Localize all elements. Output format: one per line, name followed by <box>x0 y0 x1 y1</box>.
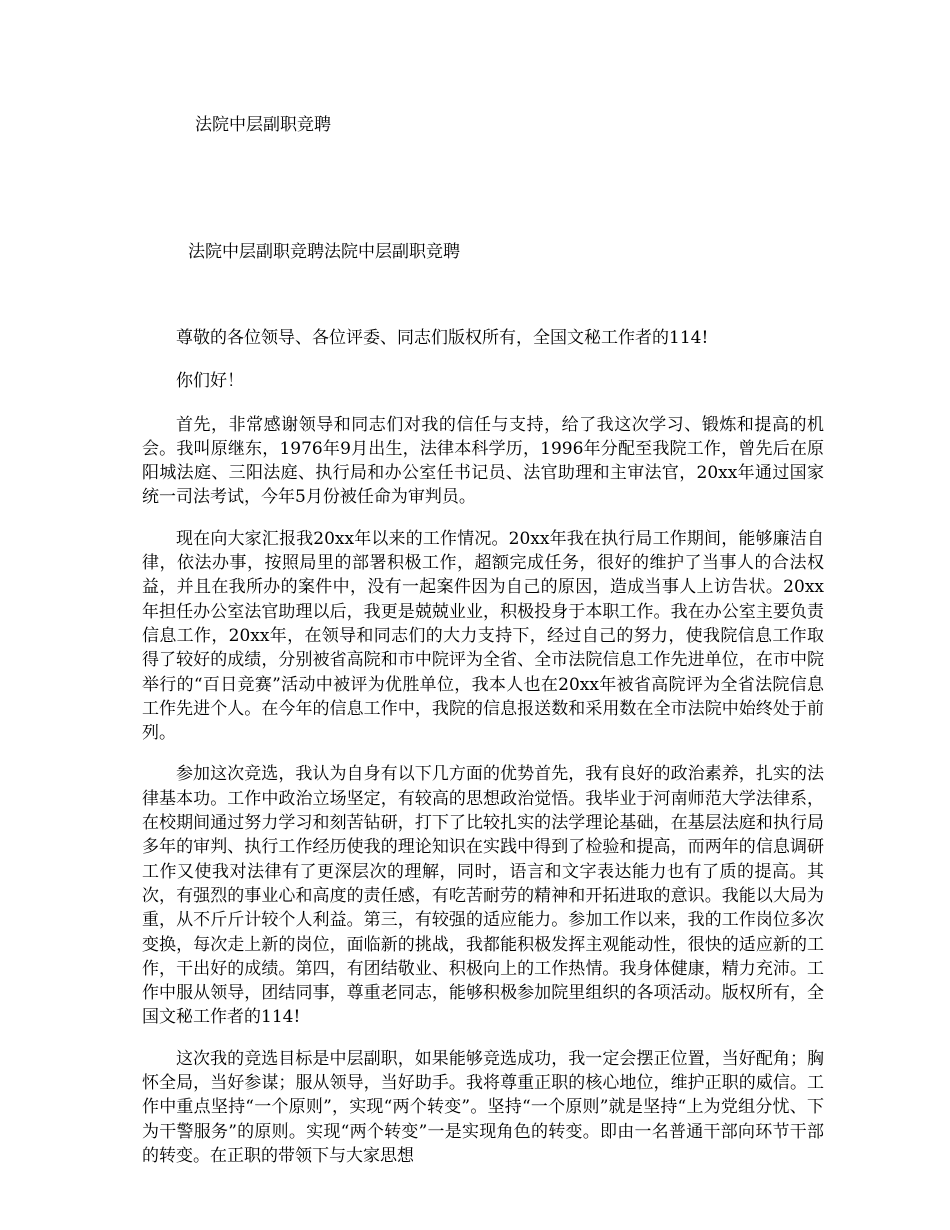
body-paragraph: 首先，非常感谢领导和同志们对我的信任与支持，给了我这次学习、锻炼和提高的机会。我叫原继东，1976年9月出生，法律本科学历，1996年分配至我院工作，曾先后在原阳城法庭、三阳法庭、执行局和办公室任书记员、法官助理和主审法官，20xx年通过国家统一司法考试，今年5月份被任命为审判员。 <box>142 414 824 508</box>
body-paragraph: 这次我的竞选目标是中层副职，如果能够竞选成功，我一定会摆正位置，当好配角；胸怀全局，当好参谋；服从领导，当好助手。我将尊重正职的核心地位，维护正职的威信。工作中重点坚持“一个原则”，实现“两个转变”。坚持“一个原则”就是坚持“上为党组分忧、下为干警服务”的原则。实现“两个转变”一是实现角色的转变。即由一名普通干部向环节干部的转变。在正职的带领下与大家思想 <box>142 1048 824 1166</box>
document-subtitle: 法院中层副职竞聘法院中层副职竞聘 <box>188 242 460 262</box>
document-body <box>142 326 824 1185</box>
salutation-paragraph: 尊敬的各位领导、各位评委、同志们版权所有，全国文秘工作者的114! <box>176 328 709 348</box>
body-paragraph: 现在向大家汇报我20xx年以来的工作情况。20xx年我在执行局工作期间，能够廉洁自律，依法办事，按照局里的部署积极工作，超额完成任务，很好的维护了当事人的合法权益，并且在我所办的案件中，没有一起案件因为自己的原因，造成当事人上访告状。20xx年担任办公室法官助理以后，我更是兢兢业业，积极投身于本职工作。我在办公室主要负责信息工作，20xx年，在领导和同志们的大力支持下，经过自己的努力，使我院信息工作取得了较好的成绩，分别被省高院和市中院评为全省、全市法院信息工作先进单位，在市中院举行的“百日竞赛”活动中被评为优胜单位，我本人也在20xx年被省高院评为全省法院信息工作先进个人。在今年的信息工作中，我院的信息报送数和采用数在全市法院中始终处于前列。 <box>142 528 824 744</box>
body-paragraph: 参加这次竞选，我认为自身有以下几方面的优势首先，我有良好的政治素养，扎实的法律基本功。工作中政治立场坚定，有较高的思想政治觉悟。我毕业于河南师范大学法律系，在校期间通过努力学习和刻苦钻研，打下了比较扎实的法学理论基础，在基层法庭和执行局多年的审判、执行工作经历使我的理论知识在实践中得到了检验和提高，而两年的信息调研工作又使我对法律有了更深层次的理解，同时，语言和文字表达能力也有了质的提高。其次，有强烈的事业心和高度的责任感，有吃苦耐劳的精神和开拓进取的意识。我能以大局为重，从不斤斤计较个人利益。第三，有较强的适应能力。参加工作以来，我的工作岗位多次变换，每次走上新的岗位，面临新的挑战，我都能积极发挥主观能动性，很快的适应新的工作，干出好的成绩。第四，有团结敬业、积极向上的工作热情。我身体健康，精力充沛。工作中服从领导，团结同事，尊重老同志，能够积极参加院里组织的各项活动。版权所有，全国文秘工作者的114! <box>142 764 824 1028</box>
document-title: 法院中层副职竞聘 <box>195 115 331 135</box>
greeting-paragraph: 你们好！ <box>176 371 244 392</box>
